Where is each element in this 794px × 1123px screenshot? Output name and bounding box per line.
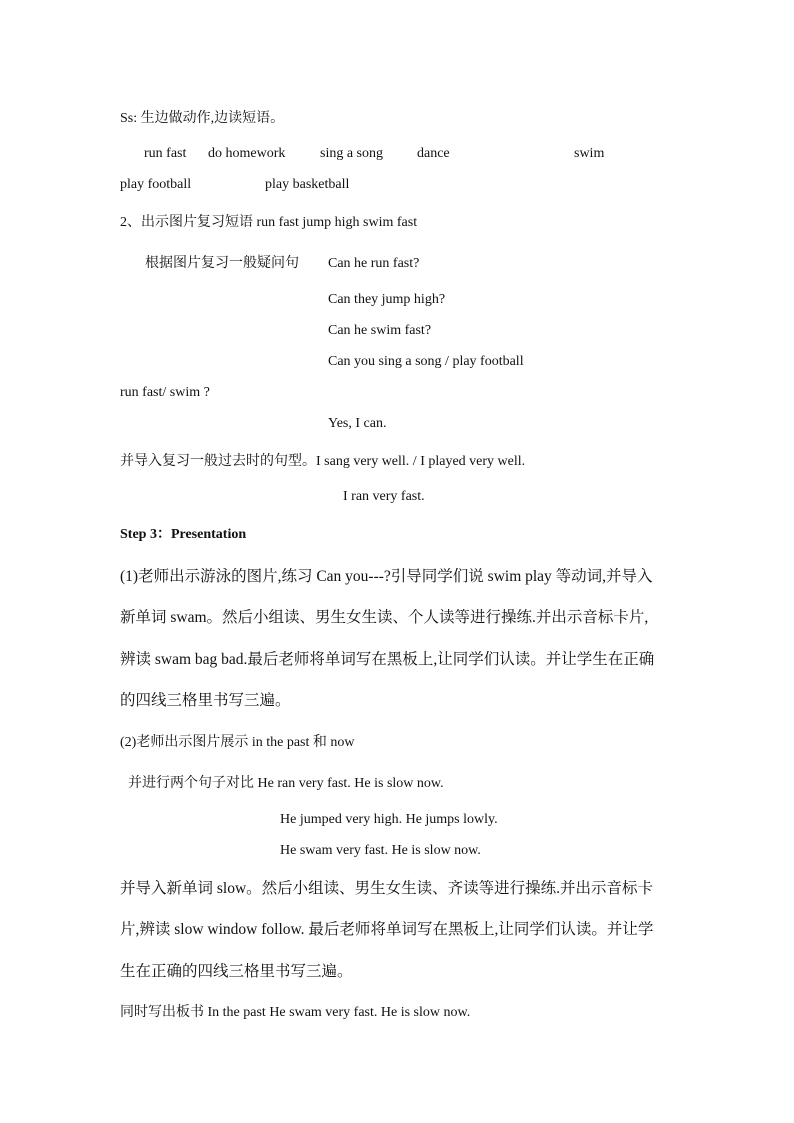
text-line: I ran very fast.	[343, 489, 425, 504]
text-line: run fast/ swim ?	[120, 385, 210, 400]
question-line: Can he run fast?	[328, 256, 420, 271]
phrase-swim: swim	[574, 146, 605, 161]
phrase-dance: dance	[417, 146, 450, 161]
sentence-line: He jumped very high. He jumps lowly.	[280, 812, 498, 827]
question-line: Can they jump high?	[328, 292, 446, 307]
text-line: Ss: 生边做动作,边读短语。	[120, 111, 285, 126]
text-line: 同时写出板书 In the past He swam very fast. He is slow now.	[120, 1005, 471, 1020]
text-line: 并导入复习一般过去时的句型。I sang very well. / I played very well.	[120, 454, 526, 469]
phrase-run-fast: run fast	[144, 146, 187, 161]
paragraph-line: 片,辨读 slow window follow. 最后老师将单词写在黑板上,让同学们认读。并让学	[120, 921, 654, 938]
question-line: Can you sing a song / play football	[328, 354, 524, 369]
paragraph-line: 并导入新单词 slow。然后小组读、男生女生读、齐读等进行操练.并出示音标卡	[120, 880, 654, 897]
phrase-sing-a-song: sing a song	[320, 146, 383, 161]
question-line: Can he swim fast?	[328, 323, 432, 338]
answer-line: Yes, I can.	[328, 416, 387, 431]
text-line: 根据图片复习一般疑问句	[145, 256, 299, 271]
phrase-do-homework: do homework	[208, 146, 286, 161]
sentence-line: He swam very fast. He is slow now.	[280, 843, 481, 858]
section-heading: Step 3：Presentation	[120, 527, 247, 542]
paragraph-line: 生在正确的四线三格里书写三遍。	[120, 963, 353, 980]
paragraph-line: 的四线三格里书写三遍。	[120, 692, 291, 709]
text-line: (2)老师出示图片展示 in the past 和 now	[120, 735, 355, 750]
paragraph-line: 新单词 swam。然后小组读、男生女生读、个人读等进行操练.并出示音标卡片,	[120, 609, 649, 626]
paragraph-line: 辨读 swam bag bad.最后老师将单词写在黑板上,让同学们认读。并让学生在正确	[120, 651, 655, 668]
text-line: 并进行两个句子对比 He ran very fast. He is slow now.	[128, 776, 444, 791]
phrase-play-basketball: play basketball	[265, 177, 350, 192]
paragraph-line: (1)老师出示游泳的图片,练习 Can you---?引导同学们说 swim play 等动词,并导入	[120, 568, 653, 585]
text-line: 2、出示图片复习短语 run fast jump high swim fast	[120, 215, 418, 230]
phrase-play-football: play football	[120, 177, 192, 192]
